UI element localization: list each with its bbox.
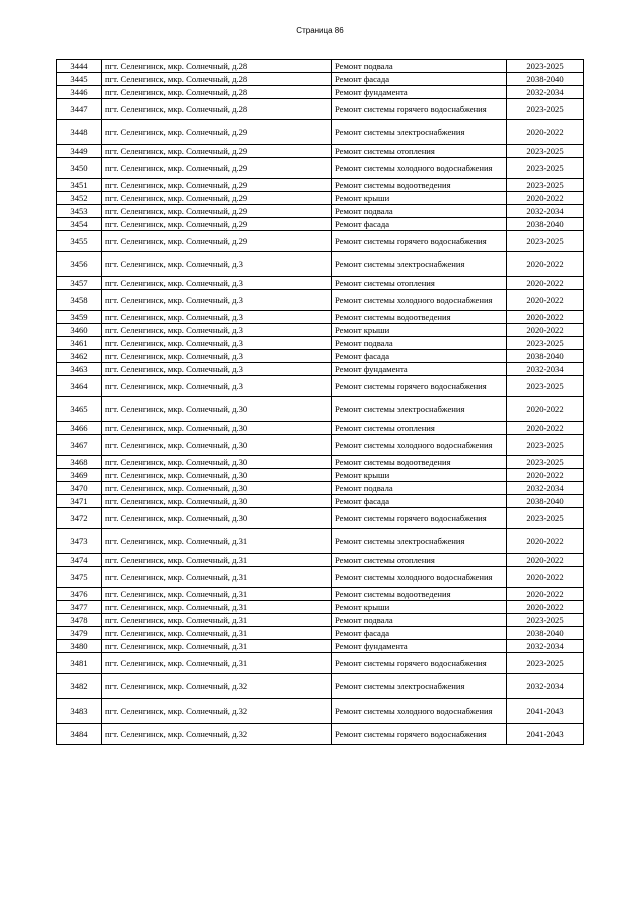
period-cell: 2023-2025: [507, 337, 584, 350]
table-row: [57, 482, 584, 495]
period-cell: 2020-2022: [507, 120, 584, 145]
period-cell: 2020-2022: [507, 397, 584, 422]
address-cell: пгт. Селенгинск, мкр. Солнечный, д.29: [102, 158, 332, 179]
table-row: [57, 73, 584, 86]
row-number-cell: 3482: [57, 674, 102, 699]
work-type-cell: Ремонт системы электроснабжения: [332, 252, 507, 277]
row-number-cell: 3457: [57, 277, 102, 290]
row-number-cell: 3468: [57, 456, 102, 469]
table-row: [57, 495, 584, 508]
period-cell: 2020-2022: [507, 567, 584, 588]
work-type-cell: Ремонт системы горячего водоснабжения: [332, 653, 507, 674]
address-cell: пгт. Селенгинск, мкр. Солнечный, д.31: [102, 640, 332, 653]
period-cell: 2020-2022: [507, 324, 584, 337]
address-cell: пгт. Селенгинск, мкр. Солнечный, д.29: [102, 218, 332, 231]
period-cell: 2038-2040: [507, 350, 584, 363]
row-number-cell: 3448: [57, 120, 102, 145]
table-row: [57, 192, 584, 205]
work-type-cell: Ремонт системы водоотведения: [332, 311, 507, 324]
work-type-cell: Ремонт системы холодного водоснабжения: [332, 435, 507, 456]
row-number-cell: 3462: [57, 350, 102, 363]
address-cell: пгт. Селенгинск, мкр. Солнечный, д.28: [102, 60, 332, 73]
table-row: [57, 99, 584, 120]
row-number-cell: 3483: [57, 699, 102, 724]
period-cell: 2023-2025: [507, 145, 584, 158]
address-cell: пгт. Селенгинск, мкр. Солнечный, д.3: [102, 311, 332, 324]
period-cell: 2020-2022: [507, 422, 584, 435]
address-cell: пгт. Селенгинск, мкр. Солнечный, д.3: [102, 350, 332, 363]
address-cell: пгт. Селенгинск, мкр. Солнечный, д.30: [102, 435, 332, 456]
period-cell: 2023-2025: [507, 60, 584, 73]
row-number-cell: 3461: [57, 337, 102, 350]
address-cell: пгт. Селенгинск, мкр. Солнечный, д.32: [102, 674, 332, 699]
work-type-cell: Ремонт подвала: [332, 482, 507, 495]
work-type-cell: Ремонт фасада: [332, 350, 507, 363]
work-type-cell: Ремонт крыши: [332, 324, 507, 337]
period-cell: 2020-2022: [507, 252, 584, 277]
row-number-cell: 3475: [57, 567, 102, 588]
row-number-cell: 3471: [57, 495, 102, 508]
row-number-cell: 3445: [57, 73, 102, 86]
capital-repair-table: [56, 59, 584, 745]
table-row: [57, 311, 584, 324]
work-type-cell: Ремонт системы отопления: [332, 145, 507, 158]
work-type-cell: Ремонт фасада: [332, 218, 507, 231]
work-type-cell: Ремонт системы горячего водоснабжения: [332, 508, 507, 529]
work-type-cell: Ремонт системы электроснабжения: [332, 397, 507, 422]
period-cell: 2020-2022: [507, 588, 584, 601]
row-number-cell: 3451: [57, 179, 102, 192]
period-cell: 2023-2025: [507, 614, 584, 627]
period-cell: 2023-2025: [507, 435, 584, 456]
work-type-cell: Ремонт системы отопления: [332, 422, 507, 435]
row-number-cell: 3450: [57, 158, 102, 179]
table-row: [57, 252, 584, 277]
table-row: [57, 640, 584, 653]
row-number-cell: 3477: [57, 601, 102, 614]
row-number-cell: 3470: [57, 482, 102, 495]
row-number-cell: 3473: [57, 529, 102, 554]
table-row: [57, 277, 584, 290]
table-row: [57, 508, 584, 529]
row-number-cell: 3474: [57, 554, 102, 567]
row-number-cell: 3463: [57, 363, 102, 376]
address-cell: пгт. Селенгинск, мкр. Солнечный, д.29: [102, 120, 332, 145]
address-cell: пгт. Селенгинск, мкр. Солнечный, д.28: [102, 73, 332, 86]
table-row: [57, 158, 584, 179]
table-row: [57, 350, 584, 363]
address-cell: пгт. Селенгинск, мкр. Солнечный, д.29: [102, 145, 332, 158]
period-cell: 2023-2025: [507, 231, 584, 252]
table-row: [57, 324, 584, 337]
work-type-cell: Ремонт фасада: [332, 627, 507, 640]
period-cell: 2020-2022: [507, 290, 584, 311]
period-cell: 2038-2040: [507, 495, 584, 508]
period-cell: 2038-2040: [507, 627, 584, 640]
period-cell: 2023-2025: [507, 99, 584, 120]
period-cell: 2038-2040: [507, 73, 584, 86]
table-row: [57, 376, 584, 397]
period-cell: 2023-2025: [507, 456, 584, 469]
row-number-cell: 3446: [57, 86, 102, 99]
period-cell: 2032-2034: [507, 640, 584, 653]
table-row: [57, 724, 584, 745]
address-cell: пгт. Селенгинск, мкр. Солнечный, д.29: [102, 205, 332, 218]
table-row: [57, 699, 584, 724]
table-row: [57, 674, 584, 699]
row-number-cell: 3469: [57, 469, 102, 482]
address-cell: пгт. Селенгинск, мкр. Солнечный, д.28: [102, 86, 332, 99]
address-cell: пгт. Селенгинск, мкр. Солнечный, д.3: [102, 252, 332, 277]
period-cell: 2041-2043: [507, 724, 584, 745]
address-cell: пгт. Селенгинск, мкр. Солнечный, д.31: [102, 529, 332, 554]
table-row: [57, 456, 584, 469]
row-number-cell: 3484: [57, 724, 102, 745]
address-cell: пгт. Селенгинск, мкр. Солнечный, д.31: [102, 567, 332, 588]
row-number-cell: 3467: [57, 435, 102, 456]
work-type-cell: Ремонт системы холодного водоснабжения: [332, 699, 507, 724]
period-cell: 2020-2022: [507, 554, 584, 567]
address-cell: пгт. Селенгинск, мкр. Солнечный, д.3: [102, 337, 332, 350]
work-type-cell: Ремонт системы горячего водоснабжения: [332, 376, 507, 397]
work-type-cell: Ремонт системы электроснабжения: [332, 529, 507, 554]
address-cell: пгт. Селенгинск, мкр. Солнечный, д.30: [102, 397, 332, 422]
work-type-cell: Ремонт фундамента: [332, 640, 507, 653]
work-type-cell: Ремонт системы водоотведения: [332, 456, 507, 469]
period-cell: 2032-2034: [507, 86, 584, 99]
work-type-cell: Ремонт крыши: [332, 601, 507, 614]
work-type-cell: Ремонт системы холодного водоснабжения: [332, 158, 507, 179]
row-number-cell: 3458: [57, 290, 102, 311]
row-number-cell: 3464: [57, 376, 102, 397]
address-cell: пгт. Селенгинск, мкр. Солнечный, д.30: [102, 482, 332, 495]
address-cell: пгт. Селенгинск, мкр. Солнечный, д.30: [102, 422, 332, 435]
address-cell: пгт. Селенгинск, мкр. Солнечный, д.31: [102, 653, 332, 674]
table-row: [57, 179, 584, 192]
work-type-cell: Ремонт подвала: [332, 205, 507, 218]
address-cell: пгт. Селенгинск, мкр. Солнечный, д.32: [102, 699, 332, 724]
table-row: [57, 337, 584, 350]
address-cell: пгт. Селенгинск, мкр. Солнечный, д.29: [102, 231, 332, 252]
row-number-cell: 3481: [57, 653, 102, 674]
row-number-cell: 3476: [57, 588, 102, 601]
row-number-cell: 3452: [57, 192, 102, 205]
work-type-cell: Ремонт системы водоотведения: [332, 179, 507, 192]
table-body: [57, 60, 584, 745]
address-cell: пгт. Селенгинск, мкр. Солнечный, д.31: [102, 614, 332, 627]
work-type-cell: Ремонт системы горячего водоснабжения: [332, 724, 507, 745]
work-type-cell: Ремонт системы электроснабжения: [332, 674, 507, 699]
work-type-cell: Ремонт фасада: [332, 73, 507, 86]
address-cell: пгт. Селенгинск, мкр. Солнечный, д.3: [102, 277, 332, 290]
row-number-cell: 3479: [57, 627, 102, 640]
row-number-cell: 3453: [57, 205, 102, 218]
address-cell: пгт. Селенгинск, мкр. Солнечный, д.31: [102, 554, 332, 567]
work-type-cell: Ремонт крыши: [332, 192, 507, 205]
table-row: [57, 601, 584, 614]
period-cell: 2032-2034: [507, 363, 584, 376]
work-type-cell: Ремонт системы горячего водоснабжения: [332, 231, 507, 252]
table-row: [57, 567, 584, 588]
table-row: [57, 588, 584, 601]
work-type-cell: Ремонт фундамента: [332, 86, 507, 99]
work-type-cell: Ремонт системы электроснабжения: [332, 120, 507, 145]
work-type-cell: Ремонт системы холодного водоснабжения: [332, 290, 507, 311]
period-cell: 2023-2025: [507, 653, 584, 674]
period-cell: 2032-2034: [507, 674, 584, 699]
table-row: [57, 554, 584, 567]
row-number-cell: 3460: [57, 324, 102, 337]
row-number-cell: 3478: [57, 614, 102, 627]
work-type-cell: Ремонт фундамента: [332, 363, 507, 376]
table-row: [57, 120, 584, 145]
work-type-cell: Ремонт системы холодного водоснабжения: [332, 567, 507, 588]
row-number-cell: 3480: [57, 640, 102, 653]
work-type-cell: Ремонт подвала: [332, 614, 507, 627]
table-row: [57, 145, 584, 158]
work-type-cell: Ремонт системы отопления: [332, 277, 507, 290]
address-cell: пгт. Селенгинск, мкр. Солнечный, д.3: [102, 290, 332, 311]
address-cell: пгт. Селенгинск, мкр. Солнечный, д.3: [102, 324, 332, 337]
table-row: [57, 218, 584, 231]
period-cell: 2020-2022: [507, 601, 584, 614]
address-cell: пгт. Селенгинск, мкр. Солнечный, д.31: [102, 627, 332, 640]
row-number-cell: 3454: [57, 218, 102, 231]
period-cell: 2023-2025: [507, 508, 584, 529]
period-cell: 2023-2025: [507, 158, 584, 179]
period-cell: 2020-2022: [507, 469, 584, 482]
address-cell: пгт. Селенгинск, мкр. Солнечный, д.29: [102, 192, 332, 205]
address-cell: пгт. Селенгинск, мкр. Солнечный, д.3: [102, 363, 332, 376]
address-cell: пгт. Селенгинск, мкр. Солнечный, д.30: [102, 508, 332, 529]
period-cell: 2023-2025: [507, 179, 584, 192]
table-row: [57, 422, 584, 435]
address-cell: пгт. Селенгинск, мкр. Солнечный, д.32: [102, 724, 332, 745]
period-cell: 2020-2022: [507, 192, 584, 205]
row-number-cell: 3472: [57, 508, 102, 529]
address-cell: пгт. Селенгинск, мкр. Солнечный, д.31: [102, 588, 332, 601]
row-number-cell: 3459: [57, 311, 102, 324]
table-row: [57, 397, 584, 422]
page-header: Страница 86: [296, 26, 344, 35]
work-type-cell: Ремонт системы отопления: [332, 554, 507, 567]
work-type-cell: Ремонт подвала: [332, 60, 507, 73]
table-row: [57, 653, 584, 674]
table-row: [57, 529, 584, 554]
row-number-cell: 3465: [57, 397, 102, 422]
address-cell: пгт. Селенгинск, мкр. Солнечный, д.3: [102, 376, 332, 397]
address-cell: пгт. Селенгинск, мкр. Солнечный, д.31: [102, 601, 332, 614]
period-cell: 2032-2034: [507, 205, 584, 218]
row-number-cell: 3449: [57, 145, 102, 158]
row-number-cell: 3444: [57, 60, 102, 73]
period-cell: 2023-2025: [507, 376, 584, 397]
period-cell: 2038-2040: [507, 218, 584, 231]
table-row: [57, 60, 584, 73]
work-type-cell: Ремонт системы горячего водоснабжения: [332, 99, 507, 120]
period-cell: 2020-2022: [507, 529, 584, 554]
row-number-cell: 3447: [57, 99, 102, 120]
address-cell: пгт. Селенгинск, мкр. Солнечный, д.29: [102, 179, 332, 192]
period-cell: 2020-2022: [507, 277, 584, 290]
table-row: [57, 290, 584, 311]
work-type-cell: Ремонт фасада: [332, 495, 507, 508]
table-row: [57, 614, 584, 627]
work-type-cell: Ремонт подвала: [332, 337, 507, 350]
table-row: [57, 469, 584, 482]
work-type-cell: Ремонт системы водоотведения: [332, 588, 507, 601]
period-cell: 2032-2034: [507, 482, 584, 495]
address-cell: пгт. Селенгинск, мкр. Солнечный, д.30: [102, 456, 332, 469]
row-number-cell: 3456: [57, 252, 102, 277]
table-row: [57, 627, 584, 640]
table-row: [57, 86, 584, 99]
address-cell: пгт. Селенгинск, мкр. Солнечный, д.28: [102, 99, 332, 120]
address-cell: пгт. Селенгинск, мкр. Солнечный, д.30: [102, 495, 332, 508]
row-number-cell: 3455: [57, 231, 102, 252]
address-cell: пгт. Селенгинск, мкр. Солнечный, д.30: [102, 469, 332, 482]
table-row: [57, 435, 584, 456]
period-cell: 2020-2022: [507, 311, 584, 324]
work-type-cell: Ремонт крыши: [332, 469, 507, 482]
row-number-cell: 3466: [57, 422, 102, 435]
table-row: [57, 363, 584, 376]
table-row: [57, 205, 584, 218]
table-row: [57, 231, 584, 252]
period-cell: 2041-2043: [507, 699, 584, 724]
